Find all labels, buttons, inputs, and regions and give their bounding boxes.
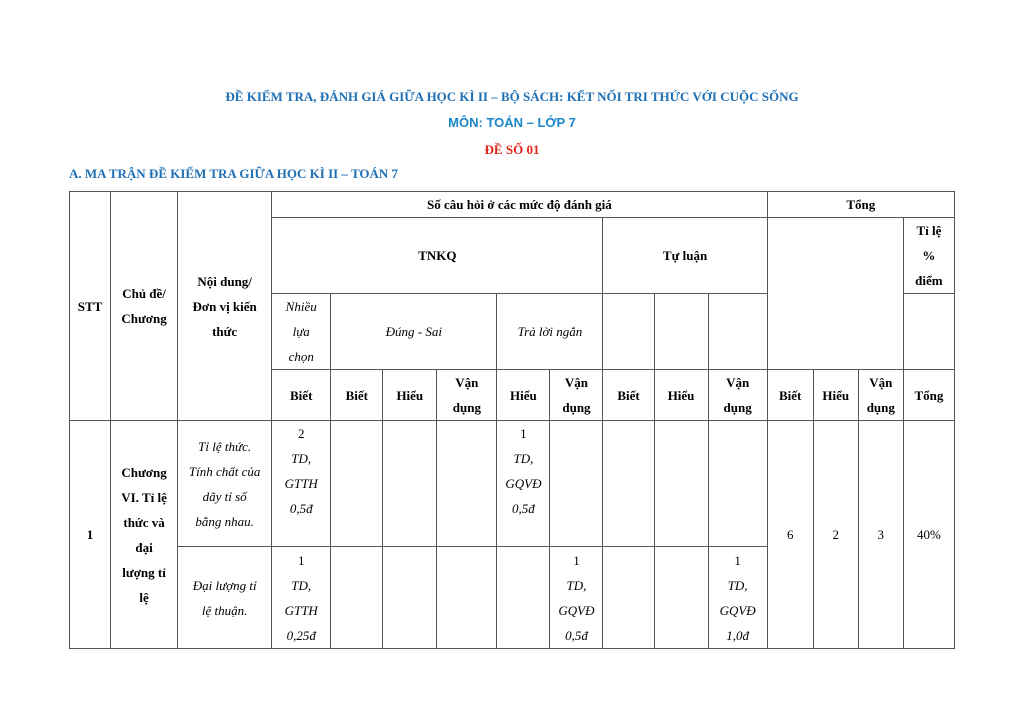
level-van-dung: Vận dụng — [708, 370, 767, 421]
content-ti-le-thuc: Tỉ lệ thức. Tính chất của dãy tỉ số bằng nhau. — [178, 421, 272, 547]
level-hieu: Hiểu — [813, 370, 858, 421]
header-so-cau-hoi: Số câu hỏi ở các mức độ đánh giá — [272, 192, 767, 218]
level-biet: Biết — [767, 370, 813, 421]
header-chu-de: Chủ đề/ Chương — [111, 192, 178, 421]
blank-cell — [603, 547, 654, 649]
blank-cell — [654, 294, 708, 370]
blank-cell — [383, 421, 437, 547]
level-hieu: Hiểu — [497, 370, 550, 421]
blank-cell — [437, 421, 497, 547]
total-van-dung: 3 — [858, 421, 903, 649]
level-tong: Tổng — [903, 370, 954, 421]
blank-cell — [654, 421, 708, 547]
assessment-matrix-table — [69, 191, 955, 649]
blank-cell — [497, 547, 550, 649]
total-biet: 6 — [767, 421, 813, 649]
cell-tu-luan-van-dung: 1 TD, GQVĐ 1,0đ — [708, 547, 767, 649]
blank-cell — [603, 294, 654, 370]
row-chuong: Chương VI. Tỉ lệ thức và đại lượng tỉ lệ — [111, 421, 178, 649]
total-ti-le: 40% — [903, 421, 954, 649]
level-biet: Biết — [331, 370, 383, 421]
cell-nhieu-lua-biet: 2 TD, GTTH 0,5đ — [272, 421, 331, 547]
blank-cell — [550, 421, 603, 547]
cell-tra-loi-ngan-hieu: 1 TD, GQVĐ 0,5đ — [497, 421, 550, 547]
header-tong: Tổng — [767, 192, 954, 218]
row-stt: 1 — [70, 421, 111, 649]
cell-tra-loi-ngan-van-dung: 1 TD, GQVĐ 0,5đ — [550, 547, 603, 649]
exam-number: ĐỀ SỐ 01 — [484, 142, 540, 157]
level-van-dung: Vận dụng — [550, 370, 603, 421]
header-row-1 — [70, 192, 955, 218]
header-stt: STT — [70, 192, 111, 421]
total-hieu: 2 — [813, 421, 858, 649]
header-ti-le: Tỉ lệ % điểm — [903, 218, 954, 294]
content-dai-luong-ti-le-thuan: Đại lượng tỉ lệ thuận. — [178, 547, 272, 649]
cell-nhieu-lua-biet: 1 TD, GTTH 0,25đ — [272, 547, 331, 649]
subject-line: MÔN: TOÁN – LỚP 7 — [448, 115, 576, 130]
level-van-dung: Vận dụng — [437, 370, 497, 421]
blank-cell — [603, 421, 654, 547]
level-van-dung: Vận dụng — [858, 370, 903, 421]
blank-cell — [654, 547, 708, 649]
document-title: ĐỀ KIỂM TRA, ĐÁNH GIÁ GIỮA HỌC KÌ II – BỘ SÁCH: KẾT NỐI TRI THỨC VỚI CUỘC SỐNG — [225, 89, 799, 104]
header-noi-dung: Nội dung/ Đơn vị kiến thức — [178, 192, 272, 421]
blank-cell — [708, 421, 767, 547]
level-biet: Biết — [603, 370, 654, 421]
header-tong-blank — [767, 218, 903, 370]
header-tnkq: TNKQ — [272, 218, 603, 294]
level-hieu: Hiểu — [654, 370, 708, 421]
level-hieu: Hiểu — [383, 370, 437, 421]
blank-cell — [331, 547, 383, 649]
blank-cell — [437, 547, 497, 649]
blank-cell — [383, 547, 437, 649]
header-tu-luan: Tự luận — [603, 218, 767, 294]
table-row — [70, 421, 955, 547]
header-nhieu-lua-chon: Nhiều lựa chọn — [272, 294, 331, 370]
level-biet: Biết — [272, 370, 331, 421]
section-heading: A. MA TRẬN ĐỀ KIỂM TRA GIỮA HỌC KÌ II – TOÁN 7 — [69, 166, 399, 181]
blank-cell — [708, 294, 767, 370]
blank-cell — [903, 294, 954, 370]
header-tra-loi-ngan: Trả lời ngắn — [497, 294, 603, 370]
blank-cell — [331, 421, 383, 547]
header-dung-sai: Đúng - Sai — [331, 294, 497, 370]
